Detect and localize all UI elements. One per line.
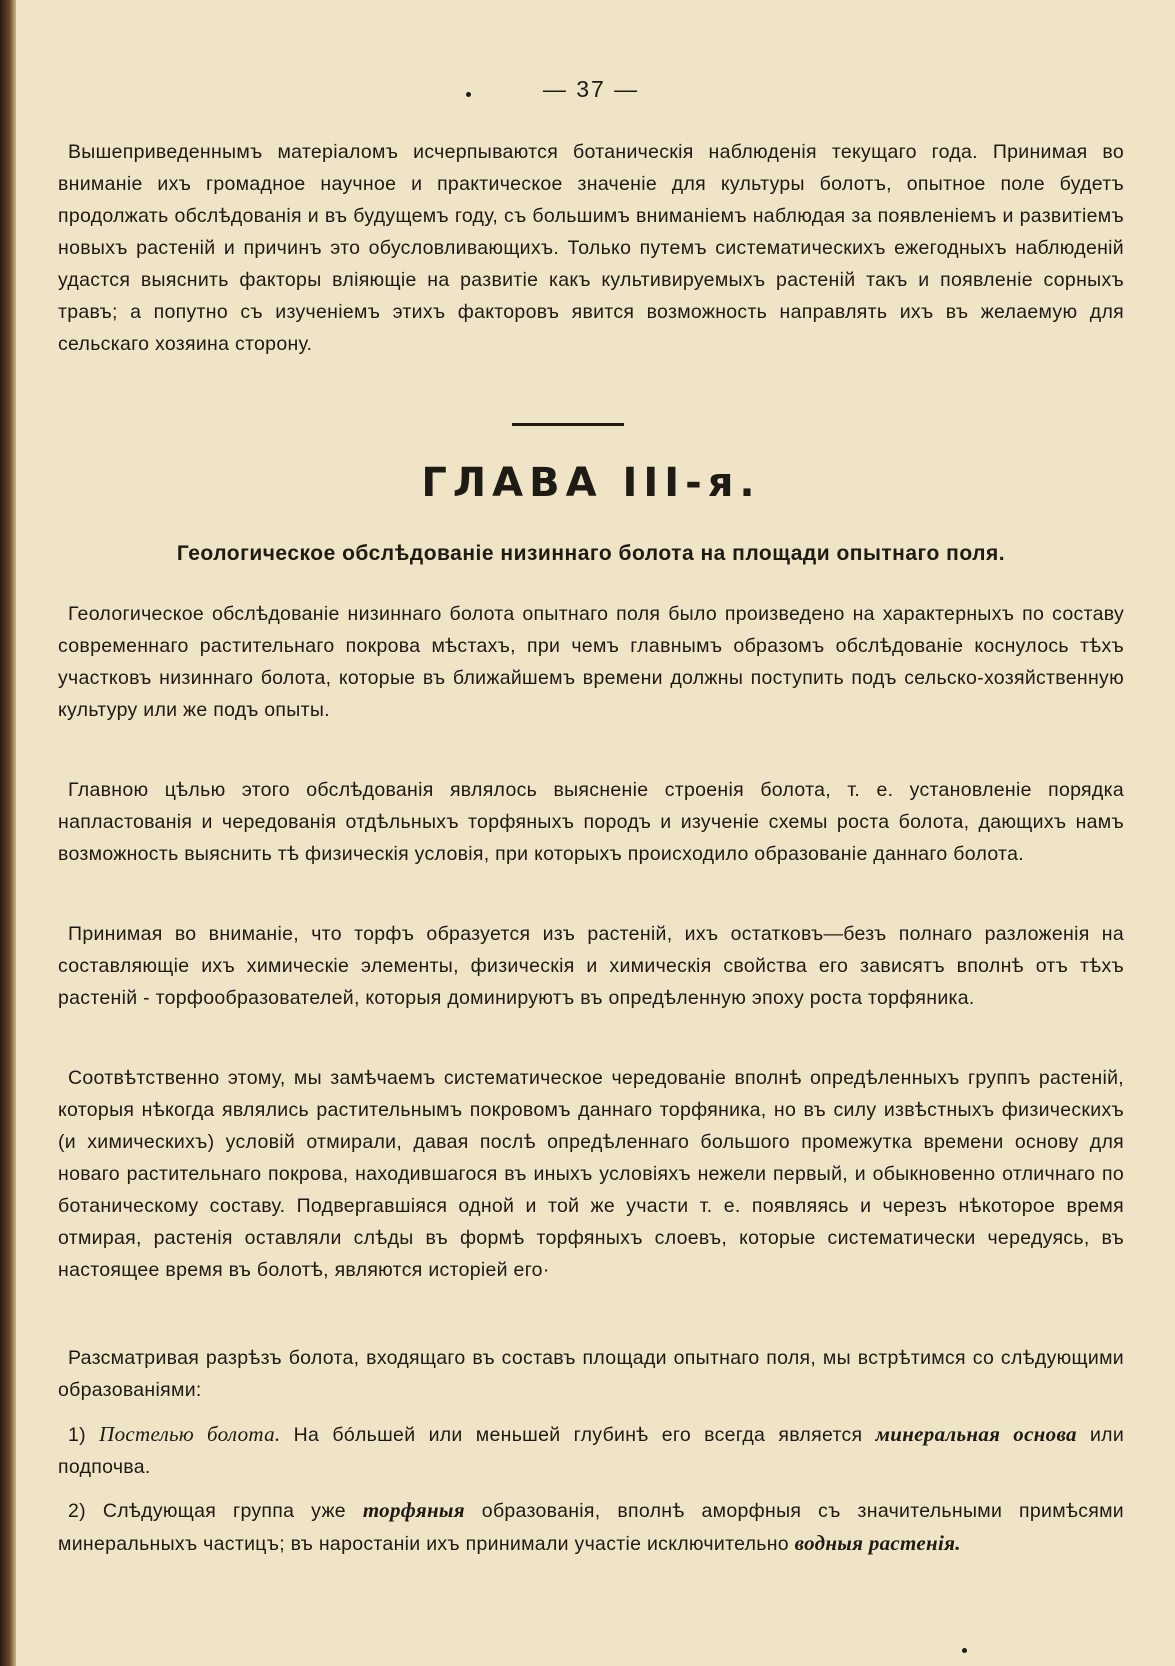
print-speck <box>962 1648 967 1653</box>
term-mineral-base: минеральная основа <box>875 1422 1077 1446</box>
paragraph-layer-alternation: Соотвѣтственно этому, мы замѣчаемъ систематическое чередованіе вполнѣ опредѣленныхъ группъ растеній, которыя нѣкогда являлись растительнымъ покровомъ даннаго торфяника, но въ силу извѣстныхъ физическихъ (и химическихъ) условій отмирали, давая послѣ опредѣленнаго большого промежутка времени основу для новаго растительнаго покрова, находившагося въ иныхъ условіяхъ нежели первый, и обыкновенно отличнаго по ботаническому составу. Подвергавшіяся одной и той же участи т. е. появляясь и черезъ нѣкоторое время отмирая, растенія оставляли слѣды въ формѣ торфяныхъ слоевъ, которые систематически чередуясь, въ настоящее время въ болотѣ, являются исторіей его· <box>58 1067 1124 1281</box>
page-number: — 37 — <box>542 76 640 102</box>
chapter-title: ГЛАВА III-я. <box>421 460 761 506</box>
book-spine <box>0 0 16 1666</box>
item-number: 2) <box>68 1500 86 1522</box>
section-divider <box>512 423 624 426</box>
term-bed: Постелью болота. <box>99 1422 281 1446</box>
print-speck <box>466 92 471 97</box>
term-water-plants: водныя растенія. <box>794 1531 961 1555</box>
paragraph-geology-survey: Геологическое обслѣдованіе низиннаго болота опытнаго поля было произведено на характерныхъ по составу современнаго растительнаго покрова мѣстахъ, при чемъ главнымъ образомъ обслѣдованіе коснулось тѣхъ участковъ низиннаго болота, которые въ ближайшемъ времени должны поступить подъ сельско-хозяйственную культуру или же подъ опыты. <box>58 603 1124 721</box>
book-page <box>58 0 1124 1666</box>
paragraph-botany-conclusion: Вышеприведеннымъ матеріаломъ исчерпываются ботаническія наблюденія текущаго года. Принимая во вниманіе ихъ громадное научное и практическое значеніе для культуры болотъ, опытное поле будетъ продолжать обслѣдованія и въ будущемъ году, съ большимъ вниманіемъ наблюдая за появленіемъ и развитіемъ новыхъ растеній и причинъ это обусловливающихъ. Только путемъ систематическихъ ежегодныхъ наблюденій удастся выяснить факторы вліяющіе на развитіе какъ культивируемыхъ растеній такъ и появленіе сорныхъ травъ; а попутно съ изученіемъ этихъ факторовъ явится возможность направлять ихъ въ желаемую для сельскаго хозяина сторону. <box>58 141 1124 355</box>
list-item-peat: 2) Слѣдующая группа уже торфяныя образованія, вполнѣ аморфныя съ значительными примѣсями минеральныхъ частицъ; въ наростаніи ихъ принимали участіе исключительно водныя растенія. <box>58 1498 1125 1555</box>
term-peat: торфяныя <box>362 1498 465 1522</box>
paragraph-survey-goal: Главною цѣлью этого обслѣдованія являлось выясненіе строенія болота, т. е. установленіе порядка напластованія и чередованія отдѣльныхъ торфяныхъ породъ и изученіе схемы роста болота, дающихъ намъ возможность выяснить тѣ физическія условія, при которыхъ происходило образованіе даннаго болота. <box>58 779 1124 865</box>
item-number: 1) <box>68 1424 86 1446</box>
list-item-bed: 1) Постелью болота. На бóльшей или меньшей глубинѣ его всегда является минеральная основа или подпочва. <box>58 1422 1125 1478</box>
paragraph-peat-formation: Принимая во вниманіе, что торфъ образуется изъ растеній, ихъ остатковъ—безъ полнаго разложенія на составляющіе ихъ химическіе элементы, физическія и химическія свойства его зависятъ вполнѣ отъ тѣхъ растеній - торфообразователей, которыя доминируютъ въ опредѣленную эпоху роста торфяника. <box>58 923 1124 1009</box>
paragraph-section-intro: Разсматривая разрѣзъ болота, входящаго въ составъ площади опытнаго поля, мы встрѣтимся со слѣдующими образованіями: <box>58 1347 1124 1401</box>
chapter-subtitle: Геологическое обслѣдованіе низиннаго болота на площади опытнаго поля. <box>176 542 1006 565</box>
